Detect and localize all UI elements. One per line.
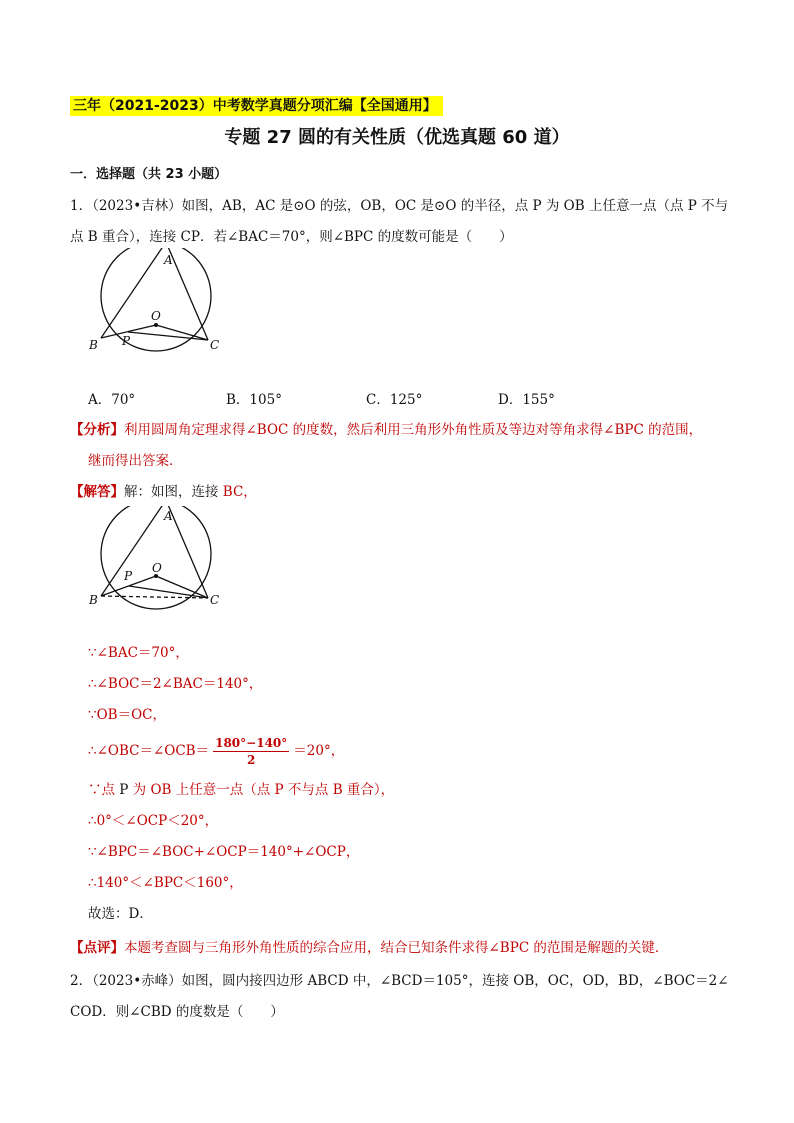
answer-tag: 【解答】 [70, 484, 124, 500]
q1-analysis-line-2: 继而得出答案． [88, 453, 183, 469]
answer-intro-text: 解：如图，连接 [124, 484, 223, 500]
q1-text-line-1: 1．（2023•吉林）如图，AB，AC 是⊙O 的弦，OB，OC 是⊙O 的半径，点 P 为 OB 上任意一点（点 P 不与 [70, 198, 729, 214]
label-b: B [89, 338, 98, 352]
q2-text-line-2: COD．则∠CBD 的度数是（ ） [70, 1004, 284, 1020]
step-6: ∴0°＜∠OCP＜20°， [88, 813, 219, 829]
step-5 [88, 779, 394, 801]
label-b-2: B [89, 593, 98, 607]
step-3: ∵OB＝OC， [88, 707, 166, 723]
label-p-2: P [124, 569, 133, 583]
q1-analysis-line-1 [70, 419, 702, 441]
q2-text-line-1: 2．（2023•赤峰）如图，圆内接四边形 ABCD 中，∠BCD＝105°，连接 OB，OC，OD，BD，∠BOC＝2∠ [70, 973, 729, 989]
q1-option-d: D．155° [498, 392, 555, 408]
section-heading: 一．选择题（共 23 小题） [70, 167, 228, 182]
chord-ab-2 [101, 506, 166, 596]
step-8: ∴140°＜∠BPC＜160°， [88, 875, 243, 891]
q1-text-line-2: 点 B 重合），连接 CP．若∠BAC＝70°，则∠BPC 的度数可能是（ ） [70, 229, 513, 245]
step-4 [88, 734, 344, 768]
fraction-denominator: 2 [247, 753, 256, 767]
answer-intro-bc: BC， [222, 484, 257, 500]
label-o-2: O [152, 561, 162, 575]
center-dot [154, 323, 158, 327]
q1-option-a: A．70° [88, 392, 136, 408]
page-title: 专题 27 圆的有关性质（优选真题 60 道） [224, 127, 570, 148]
q1-answer-intro [70, 481, 257, 503]
step-5-p: P [119, 782, 129, 798]
comment-text: 本题考查圆与三角形外角性质的综合应用，结合已知条件求得∠BPC 的范围是解题的关键． [124, 940, 669, 956]
label-c: C [210, 338, 220, 352]
step-1: ∵∠BAC＝70°， [88, 645, 189, 661]
label-a: A [164, 253, 173, 267]
label-a-2: A [164, 509, 173, 523]
series-title-highlight: 三年（2021-2023）中考数学真题分项汇编【全国通用】 [70, 96, 443, 116]
step-7: ∵∠BPC＝∠BOC+∠OCP＝140°+∠OCP， [88, 844, 360, 860]
q1-figure [84, 248, 234, 358]
q1-option-b: B．105° [226, 392, 282, 408]
step-5-rest: 为 OB 上任意一点（点 P 不与点 B 重合）， [128, 782, 395, 798]
analysis-tag: 【分析】 [70, 422, 124, 438]
label-c-2: C [210, 593, 220, 607]
comment-tag: 【点评】 [70, 940, 124, 956]
analysis-text: 利用圆周角定理求得∠BOC 的度数，然后利用三角形外角性质及等边对等角求得∠BPC 的范围， [124, 422, 703, 438]
q1-comment [70, 937, 668, 959]
step-5-pre: ∵点 [88, 782, 120, 798]
circle-o-2 [101, 506, 211, 609]
step-4-pre: ∴∠OBC＝∠OCB＝ [88, 743, 210, 759]
fraction [213, 735, 289, 768]
label-o: O [151, 309, 161, 323]
q1-solution-figure [84, 506, 234, 616]
step-4-post: ＝20°， [293, 743, 345, 759]
step-9: 故选：D． [88, 906, 153, 922]
fraction-numerator: 180°−140° [215, 736, 288, 750]
step-2: ∴∠BOC＝2∠BAC＝140°， [88, 676, 263, 692]
label-p: P [122, 334, 131, 348]
q1-option-c: C．125° [366, 392, 423, 408]
